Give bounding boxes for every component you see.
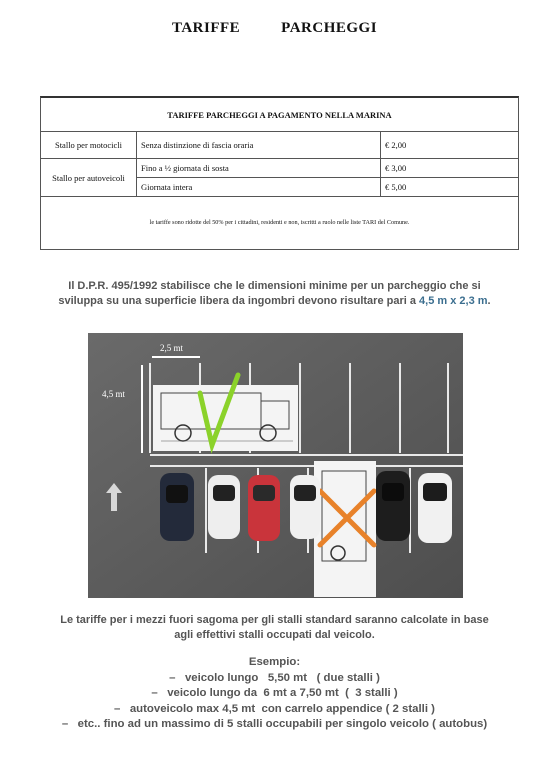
moto-desc: Senza distinzione di fascia oraria — [137, 132, 381, 158]
width-label: 2,5 mt — [160, 343, 184, 353]
car-black — [376, 471, 410, 541]
dimension-highlight: 4,5 m x 2,3 m — [419, 295, 488, 307]
auto-price-full: € 5,00 — [385, 182, 407, 192]
tariff-paragraph — [20, 613, 529, 643]
list-item: – veicolo lungo da 6 mt a 7,50 mt ( 3 stalli ) — [151, 687, 398, 700]
car-white-3 — [418, 473, 452, 543]
table-header: TARIFFE PARCHEGGI A PAGAMENTO NELLA MARINA — [41, 98, 518, 132]
moto-label: Stallo per motocicli — [41, 132, 137, 158]
camper-sketch-top — [153, 375, 298, 451]
tariff-line-1: Le tariffe per i mezzi fuori sagoma per gli stalli standard saranno calcolate in base — [60, 614, 489, 626]
table-row — [137, 159, 518, 177]
car-dark-blue — [160, 473, 194, 541]
list-item: – autoveicolo max 4,5 mt con carrelo appendice ( 2 stalli ) — [114, 702, 435, 715]
length-label: 4,5 mt — [102, 389, 126, 399]
car-white-2 — [290, 475, 320, 539]
table-note: le tariffe sono ridotte del 50% per i cittadini, residenti e non, iscritti a ruolo nelle liste TARI del Comune. — [149, 218, 410, 226]
page-title: TARIFFE PARCHEGGI — [171, 20, 378, 36]
parking-photo — [88, 333, 463, 598]
car-red — [248, 475, 280, 541]
tariff-table — [40, 96, 519, 250]
auto-desc-full: Giornata intera — [137, 178, 381, 196]
auto-desc-half: Fino a ½ giornata di sosta — [137, 159, 381, 177]
car-white-1 — [208, 475, 240, 539]
example-list — [20, 655, 529, 733]
dpr-line-2: sviluppa su una superficie libera da ingombri devono risultare pari a 4,5 m x 2,3 m. — [58, 295, 491, 307]
auto-price-half: € 3,00 — [385, 163, 407, 173]
auto-label: Stallo per autoveicoli — [41, 159, 137, 196]
table-row-auto — [41, 159, 518, 197]
moto-price: € 2,00 — [385, 140, 407, 150]
tariff-line-2: agli effettivi stalli occupati dal veicolo. — [174, 629, 375, 641]
dpr-line-1: Il D.P.R. 495/1992 stabilisce che le dimensioni minime per un parcheggio che si — [68, 280, 481, 292]
dpr-paragraph — [20, 279, 529, 309]
table-row-moto — [41, 132, 518, 159]
table-row — [137, 177, 518, 196]
list-item: – etc.. fino ad un massimo di 5 stalli occupabili per singolo veicolo ( autobus) — [61, 718, 488, 731]
example-heading: Esempio: — [248, 656, 301, 668]
camper-sketch-bottom — [314, 461, 376, 597]
list-item: – veicolo lungo 5,50 mt ( due stalli ) — [169, 671, 380, 684]
